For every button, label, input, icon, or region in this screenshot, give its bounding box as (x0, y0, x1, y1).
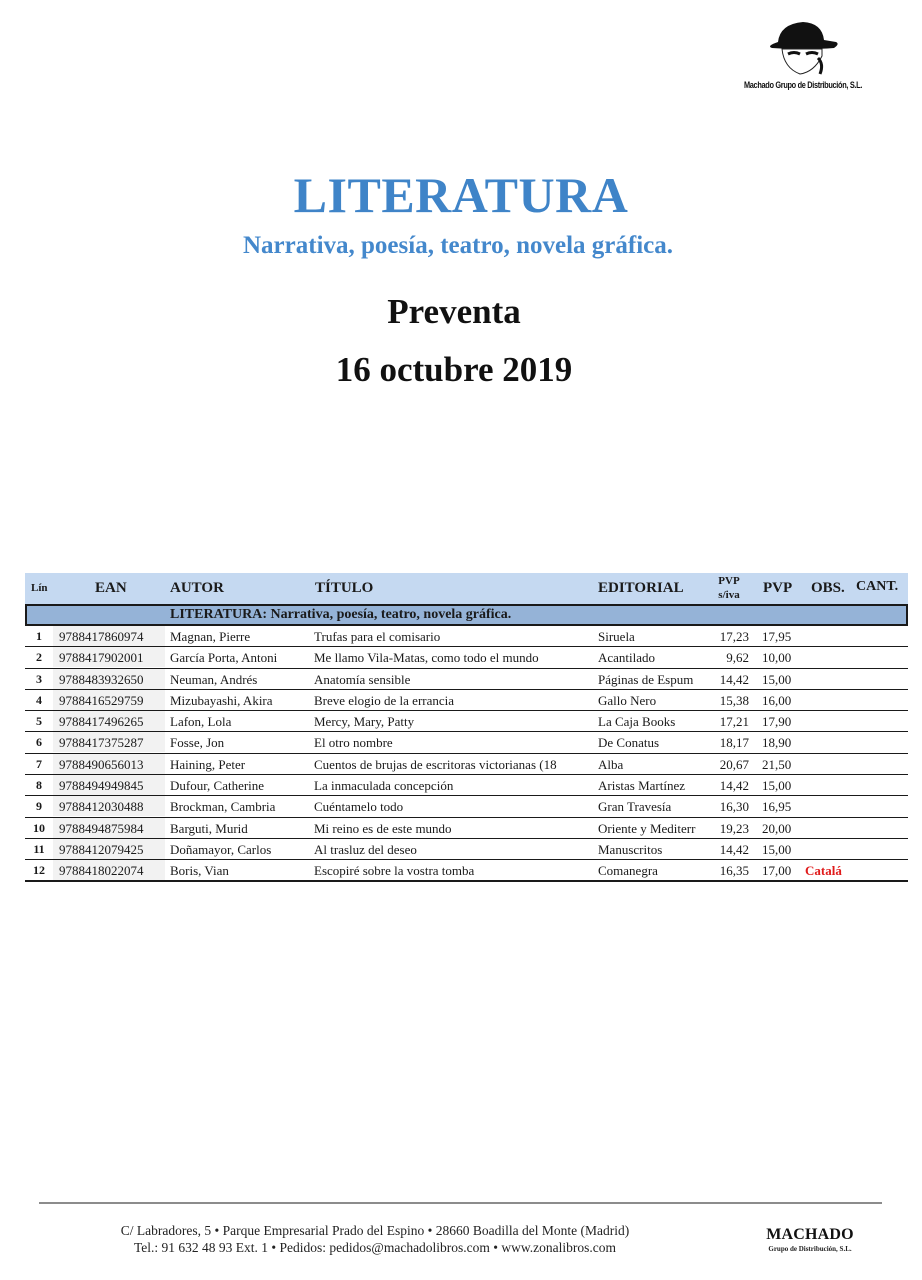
cell-autor: Magnan, Pierre (170, 629, 251, 644)
cell-titulo: Me llamo Vila-Matas, como todo el mundo (314, 650, 539, 666)
cell-pvp-siva: 17,21 (719, 714, 749, 730)
cell-titulo: Mercy, Mary, Patty (314, 714, 415, 730)
table-row (25, 732, 908, 753)
col-editorial: EDITORIAL (598, 580, 684, 596)
cell-pvp-siva: 18,17 (719, 735, 749, 751)
footer-contact: Tel.: 91 632 48 93 Ext. 1 • Pedidos: pedidos@machadolibros.com • www.zonalibros.com (134, 1240, 616, 1255)
cell-pvp: 10,00 (762, 650, 792, 666)
col-pvp-siva (708, 574, 750, 602)
cell-ean: 9788494875984 (53, 818, 165, 838)
cell-titulo: Anatomía sensible (314, 671, 411, 687)
section-row (25, 604, 908, 626)
cell-autor: Barguti, Murid (170, 820, 248, 836)
cell-pvp: 21,50 (762, 756, 792, 772)
cell-titulo: El otro nombre (314, 735, 393, 751)
cell-editorial: Oriente y Mediterr (598, 820, 696, 836)
book-table (25, 573, 908, 882)
table-row (25, 775, 908, 796)
cell-pvp-siva: 16,35 (719, 863, 749, 879)
cell-lin: 5 (36, 714, 42, 729)
cell-lin: 12 (33, 863, 45, 878)
page-subtitle: Narrativa, poesía, teatro, novela gráfica. (243, 232, 673, 259)
col-autor: AUTOR (170, 580, 224, 596)
cell-titulo: Al trasluz del deseo (314, 841, 417, 857)
table-row (25, 647, 908, 668)
cell-pvp: 15,00 (762, 671, 792, 687)
cell-autor: Mizubayashi, Akira (170, 692, 273, 708)
table-row (25, 796, 908, 817)
cell-ean: 9788490656013 (53, 754, 165, 774)
cell-editorial: La Caja Books (598, 714, 676, 730)
cell-pvp-siva: 9,62 (726, 650, 749, 666)
col-cant: CANT. (856, 579, 899, 594)
cell-ean: 9788416529759 (53, 690, 165, 710)
cell-editorial: Aristas Martínez (598, 778, 686, 794)
cell-pvp: 17,00 (762, 863, 792, 879)
cell-lin: 8 (36, 778, 42, 793)
cell-titulo: Cuentos de brujas de escritoras victorianas (18 (314, 756, 557, 772)
cell-pvp-siva: 14,42 (719, 841, 749, 857)
cell-ean: 9788483932650 (53, 669, 165, 689)
cell-lin: 10 (33, 820, 45, 835)
col-pvp-siva-line2: s/iva (718, 589, 740, 601)
cell-titulo: Cuéntamelo todo (314, 799, 404, 815)
cell-lin: 4 (36, 692, 42, 707)
cell-pvp: 17,90 (762, 714, 792, 730)
footer-brand-name: MACHADO (766, 1226, 854, 1243)
cell-pvp-siva: 16,30 (719, 799, 749, 815)
cell-pvp: 16,95 (762, 799, 792, 815)
cell-autor: Doñamayor, Carlos (170, 841, 272, 857)
cell-autor: Brockman, Cambria (170, 799, 276, 815)
table-row (25, 690, 908, 711)
cell-autor: García Porta, Antoni (170, 650, 278, 666)
cell-ean: 9788417902001 (53, 647, 165, 667)
cell-titulo: Breve elogio de la errancia (314, 692, 455, 708)
logo-caption: Machado Grupo de Distribución, S.L. (743, 80, 863, 90)
col-titulo: TÍTULO (315, 580, 374, 596)
table-body (25, 626, 908, 882)
cell-autor: Boris, Vian (170, 863, 229, 879)
cell-editorial: Páginas de Espum (598, 671, 694, 687)
cell-autor: Haining, Peter (170, 756, 246, 772)
cell-lin: 2 (36, 650, 42, 665)
cell-lin: 6 (36, 735, 42, 750)
cell-titulo: La inmaculada concepción (314, 778, 454, 794)
cell-editorial: De Conatus (598, 735, 660, 751)
table-row (25, 711, 908, 732)
cell-ean: 9788412030488 (53, 796, 165, 816)
footer-brand-sub: Grupo de Distribución, S.L. (768, 1245, 852, 1253)
cell-autor: Fosse, Jon (170, 735, 225, 751)
cell-pvp: 18,90 (762, 735, 792, 751)
cell-editorial: Manuscritos (598, 841, 663, 857)
footer-address: C/ Labradores, 5 • Parque Empresarial Prado del Espino • 28660 Boadilla del Monte (Madrid) (120, 1223, 630, 1238)
col-obs: OBS. (811, 580, 845, 596)
cell-pvp: 15,00 (762, 778, 792, 794)
table-row (25, 626, 908, 647)
presale-label: Preventa (387, 292, 521, 331)
cell-pvp-siva: 20,67 (719, 756, 749, 772)
table-header (25, 573, 908, 604)
cell-titulo: Mi reino es de este mundo (314, 820, 452, 836)
table-row (25, 839, 908, 860)
col-pvp: PVP (763, 580, 793, 596)
cell-ean: 9788417860974 (53, 626, 165, 646)
cell-obs: Catalá (805, 863, 842, 879)
cell-titulo: Escopiré sobre la vostra tomba (314, 863, 475, 879)
cell-pvp-siva: 19,23 (719, 820, 749, 836)
cell-pvp: 16,00 (762, 692, 792, 708)
cell-titulo: Trufas para el comisario (314, 629, 441, 644)
cell-pvp-siva: 15,38 (719, 692, 749, 708)
cell-editorial: Gallo Nero (598, 692, 657, 708)
cell-ean: 9788418022074 (53, 860, 165, 880)
cell-editorial: Alba (598, 756, 624, 772)
cell-lin: 9 (36, 799, 42, 814)
cell-editorial: Siruela (598, 629, 635, 644)
col-pvp-siva-line1: PVP (718, 575, 740, 587)
cell-autor: Neuman, Andrés (170, 671, 258, 687)
cell-pvp-siva: 14,42 (719, 671, 749, 687)
cell-editorial: Gran Travesía (598, 799, 672, 815)
cell-autor: Lafon, Lola (170, 714, 232, 730)
cell-pvp: 15,00 (762, 841, 792, 857)
table-row (25, 818, 908, 839)
cell-lin: 3 (36, 671, 42, 686)
table-row (25, 754, 908, 775)
cell-pvp-siva: 14,42 (719, 778, 749, 794)
cell-editorial: Comanegra (598, 863, 658, 879)
table-row (25, 669, 908, 690)
company-logo (730, 16, 876, 96)
cell-autor: Dufour, Catherine (170, 778, 265, 794)
page-title: LITERATURA (293, 167, 629, 223)
presale-date: 16 octubre 2019 (335, 350, 573, 389)
cell-ean: 9788417496265 (53, 711, 165, 731)
section-label: LITERATURA: Narrativa, poesía, teatro, novela gráfica. (170, 607, 512, 622)
cell-pvp: 17,95 (762, 629, 792, 644)
cell-ean: 9788494949845 (53, 775, 165, 795)
man-with-hat-icon (758, 16, 848, 80)
cell-ean: 9788412079425 (53, 839, 165, 859)
col-lin: Lín (31, 582, 48, 594)
col-ean: EAN (95, 580, 127, 596)
cell-lin: 11 (33, 841, 45, 856)
footer-brand (740, 1226, 880, 1253)
footer-divider (39, 1202, 882, 1204)
cell-pvp-siva: 17,23 (719, 629, 749, 644)
cell-ean: 9788417375287 (53, 732, 165, 752)
table-row (25, 860, 908, 881)
cell-editorial: Acantilado (598, 650, 656, 666)
cell-pvp: 20,00 (762, 820, 792, 836)
cell-lin: 7 (36, 756, 42, 771)
cell-lin: 1 (36, 629, 42, 643)
